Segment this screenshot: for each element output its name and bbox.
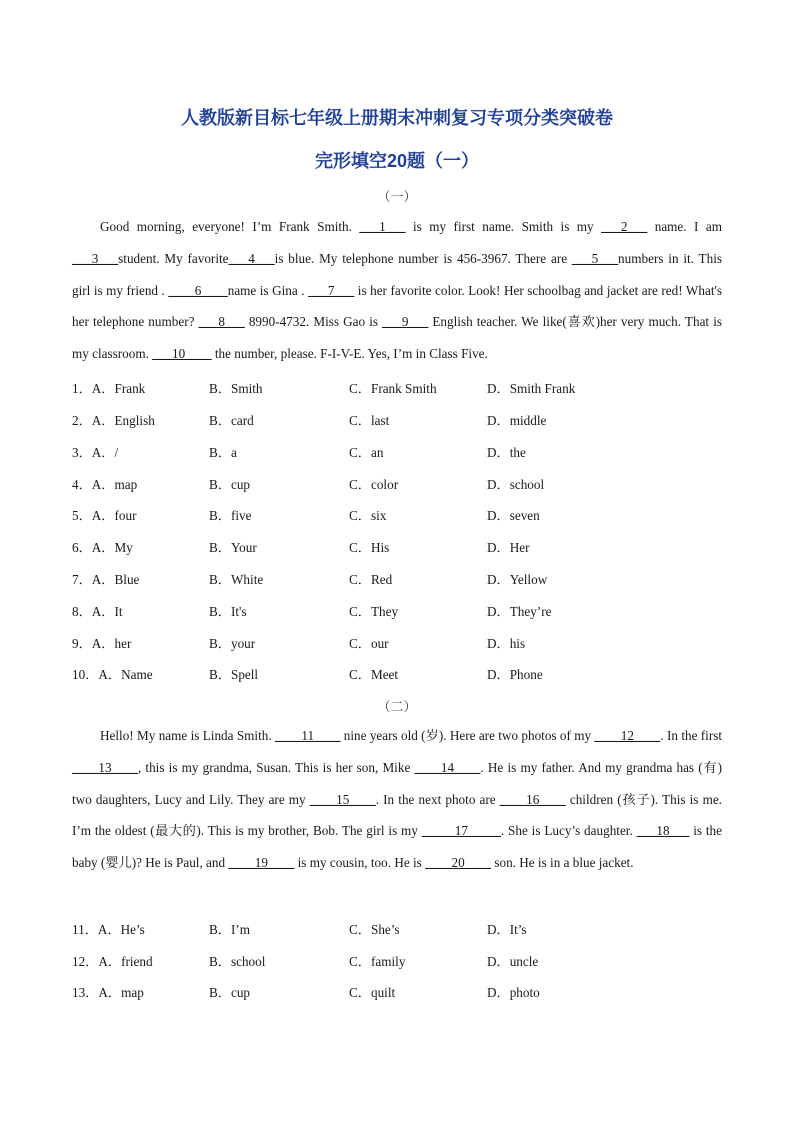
option-b: B．your	[209, 636, 256, 651]
passage-text: children (孩子). This is me. I’m the oldest (最大的). This is my brother, Bob. The girl is my	[72, 791, 722, 839]
passage-text: student. My favorite	[118, 250, 229, 266]
option-a: 13．A．map	[72, 985, 144, 1000]
option-c: C．last	[349, 413, 390, 428]
passage-text: nine years old (岁). Here are two photos of my	[340, 728, 595, 743]
option-a: 9．A．her	[72, 636, 132, 651]
passage-text: , this is my grandma, Susan. This is her son, Mike	[137, 759, 415, 775]
option-d: D．Her	[487, 540, 530, 555]
blank-2: ___2___	[601, 219, 648, 234]
passage-text: Good morning, everyone! I’m Frank Smith.	[100, 219, 360, 234]
option-b: B．cup	[209, 985, 251, 1000]
option-b: B．school	[209, 954, 266, 969]
option-a: 12．A．friend	[72, 954, 153, 969]
option-d: D．his	[487, 636, 526, 651]
passage-text: is blue. My telephone number is 456-3967. There are	[274, 250, 572, 266]
blank-13: ____13____	[72, 759, 138, 775]
blank-16: ____16____	[499, 791, 566, 807]
option-d: D．Smith Frank	[487, 381, 576, 396]
option-b: B．card	[209, 413, 254, 428]
passage-text: the number, please. F-I-V-E. Yes, I’m in Class Five.	[211, 346, 488, 362]
option-c: C．six	[349, 508, 387, 523]
option-d: D．photo	[487, 985, 540, 1000]
option-b: B．five	[209, 508, 252, 523]
section-two-label: （二）	[377, 699, 417, 714]
passage-text: . He is my father. And my grandma has (有) two daughters, Lucy and Lily. They are my	[72, 759, 722, 807]
option-a: 3．A．/	[72, 445, 119, 460]
passage-text: numbers in it. This girl is my friend .	[72, 250, 722, 298]
blank-7: ___7___	[308, 282, 355, 298]
option-c: C．Red	[349, 572, 393, 587]
option-c: C．family	[349, 954, 406, 969]
passage-text: is her favorite color. Look! Her schoolbag and jacket are red! What's her telephone number?	[72, 282, 723, 330]
option-a: 8．A．It	[72, 604, 123, 619]
blank-1: ___1___	[359, 219, 406, 234]
passage-text: . In the first	[660, 728, 723, 743]
option-c: C．They	[349, 604, 399, 619]
option-a: 10．A．Name	[72, 667, 153, 682]
passage-one	[72, 211, 722, 370]
section-one-label: （一）	[377, 189, 417, 204]
option-b: B．White	[209, 572, 264, 587]
option-b: B．It's	[209, 604, 247, 619]
blank-5: ___5___	[571, 250, 619, 266]
option-b: B．Your	[209, 540, 257, 555]
blank-6: ____6____	[168, 282, 228, 298]
blank-18: ___18___	[636, 823, 690, 839]
document-subtitle: 完形填空20题（一）	[314, 151, 480, 171]
passage-text: son. He is in a blue jacket.	[491, 855, 634, 871]
option-c: C．Frank Smith	[349, 381, 437, 396]
passage-text: name is Gina .	[227, 282, 309, 298]
blank-4: ___4___	[228, 250, 275, 266]
option-c: C．an	[349, 445, 384, 460]
option-d: D．It’s	[487, 922, 527, 937]
option-c: C．color	[349, 477, 399, 492]
passage-text: is the baby (婴儿)? He is Paul, and	[72, 823, 722, 871]
passage-two	[72, 720, 722, 879]
option-b: B．a	[209, 445, 237, 460]
blank-9: ___9___	[382, 314, 429, 330]
blank-14: ____14____	[414, 759, 481, 775]
option-d: D．uncle	[487, 954, 539, 969]
passage-text: name. I am	[647, 219, 722, 234]
blank-8: ___8___	[198, 314, 245, 330]
blank-20: ____20____	[425, 855, 492, 871]
blank-12: ____12____	[594, 728, 661, 743]
option-a: 1．A．Frank	[72, 381, 146, 396]
option-c: C．our	[349, 636, 389, 651]
blank-19: ____19____	[228, 855, 295, 871]
passage-text: Hello! My name is Linda Smith.	[100, 728, 275, 743]
option-d: D．middle	[487, 413, 547, 428]
passage-text: English teacher. We like(喜欢)her very much. That is my classroom.	[72, 314, 722, 362]
option-d: D．They’re	[487, 604, 552, 619]
option-a: 6．A．My	[72, 540, 133, 555]
option-d: D．Yellow	[487, 572, 548, 587]
passage-text: . She is Lucy’s daughter.	[500, 823, 637, 839]
option-b: B．Spell	[209, 667, 259, 682]
option-b: B．Smith	[209, 381, 263, 396]
passage-text: . In the next photo are	[375, 791, 500, 807]
option-d: D．school	[487, 477, 545, 492]
option-a: 5．A．four	[72, 508, 137, 523]
option-c: C．Meet	[349, 667, 399, 682]
blank-15: ____15____	[309, 791, 376, 807]
option-d: D．seven	[487, 508, 540, 523]
option-b: B．I’m	[209, 922, 251, 937]
option-c: C．She’s	[349, 922, 400, 937]
passage-text: is my first name. Smith is my	[405, 219, 602, 234]
option-a: 7．A．Blue	[72, 572, 140, 587]
passage-text: is my cousin, too. He is	[294, 855, 426, 871]
option-a: 4．A．map	[72, 477, 138, 492]
option-d: D．Phone	[487, 667, 543, 682]
option-c: C．quilt	[349, 985, 396, 1000]
option-a: 11．A．He’s	[72, 922, 145, 937]
document-title: 人教版新目标七年级上册期末冲刺复习专项分类突破卷	[181, 108, 613, 128]
blank-3: ___3___	[72, 250, 119, 266]
blank-10: ___10____	[152, 346, 212, 362]
option-a: 2．A．English	[72, 413, 155, 428]
blank-17: _____17_____	[421, 823, 501, 839]
blank-11: ____11____	[274, 728, 341, 743]
passage-text: 8990-4732. Miss Gao is	[244, 314, 383, 330]
option-b: B．cup	[209, 477, 251, 492]
option-c: C．His	[349, 540, 390, 555]
option-d: D．the	[487, 445, 526, 460]
